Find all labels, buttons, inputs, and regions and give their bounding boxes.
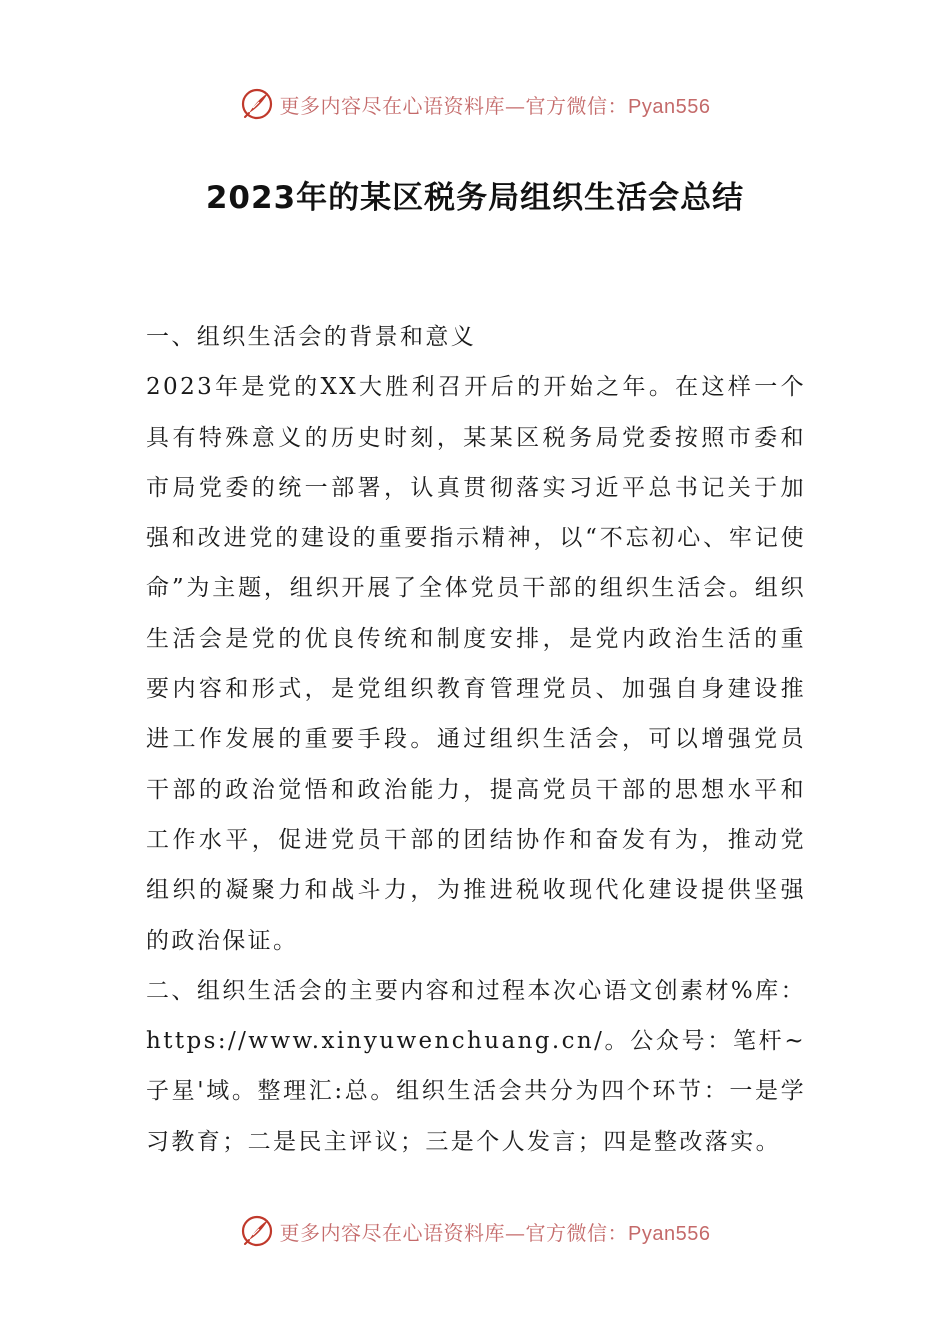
- watermark-header: [0, 84, 950, 124]
- body-paragraph-background: 2023年是党的XX大胜利召开后的开始之年。在这样一个具有特殊意义的历史时刻，某某区税务局党委按照市委和市局党委的统一部署，认真贯彻落实习近平总书记关于加强和改进党的建设的重要指示精神，以“不忘初心、牢记使命”为主题，组织开展了全体党员干部的组织生活会。组织生活会是党的优良传统和制度安排，是党内政治生活的重要内容和形式，是党组织教育管理党员、加强自身建设推进工作发展的重要手段。通过组织生活会，可以增强党员干部的政治觉悟和政治能力，提高党员干部的思想水平和工作水平，促进党员干部的团结协作和奋发有为，推动党组织的凝聚力和战斗力，为推进税收现代化建设提供坚强的政治保证。: [146, 374, 806, 954]
- watermark-wechat-id: Pyan556: [628, 1222, 711, 1245]
- feather-pen-logo-icon: [240, 1214, 274, 1248]
- watermark-text: 更多内容尽在心语资料库—官方微信：Pyan556: [279, 93, 711, 118]
- watermark-text: 更多内容尽在心语资料库—官方微信：Pyan556: [279, 1220, 711, 1245]
- section-heading-background: 一、组织生活会的背景和意义: [146, 324, 477, 350]
- document-title: 2023年的某区税务局组织生活会总结: [205, 180, 745, 216]
- watermark-wechat-id: Pyan556: [628, 95, 711, 118]
- watermark-footer: [0, 1211, 950, 1251]
- section-heading-content: 二、组织生活会的主要内容和过程本次心语文创素材%库：https://www.xinyuwenchuang.cn/。公众号：笔杆~子星'域。整理汇:总。组织生活会共分为四个环节：一是学习教育；二是民主评议；三是个人发言；四是整改落实。: [146, 977, 806, 1155]
- feather-pen-logo-icon: [240, 87, 274, 121]
- document-body: [146, 312, 806, 1167]
